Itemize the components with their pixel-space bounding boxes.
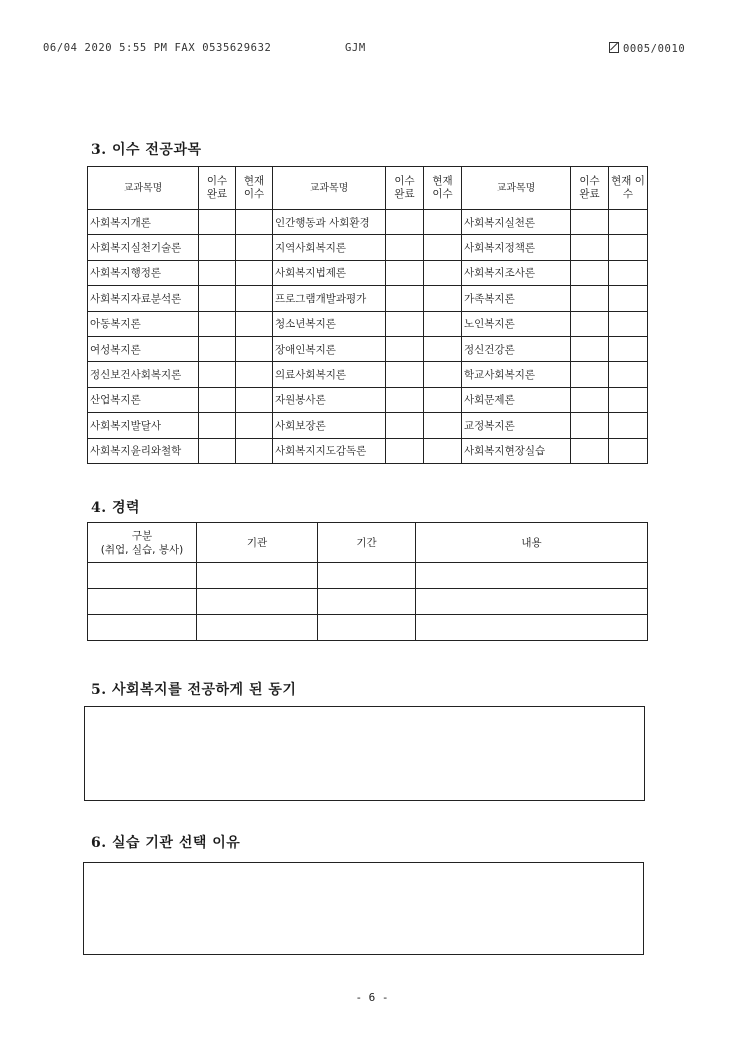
completed-checkbox-cell[interactable] (386, 336, 424, 361)
header-in-progress: 현재 이수 (609, 167, 648, 210)
course-name-cell: 사회보장론 (273, 413, 386, 438)
in-progress-checkbox-cell[interactable] (424, 438, 462, 463)
completed-checkbox-cell[interactable] (571, 362, 609, 387)
in-progress-checkbox-cell[interactable] (236, 235, 273, 260)
in-progress-checkbox-cell[interactable] (424, 235, 462, 260)
completed-checkbox-cell[interactable] (386, 235, 424, 260)
completed-checkbox-cell[interactable] (199, 260, 236, 285)
course-name-cell: 사회복지지도감독론 (273, 438, 386, 463)
course-name-cell: 사회복지윤리와철학 (88, 438, 199, 463)
completed-checkbox-cell[interactable] (199, 235, 236, 260)
header-course-name: 교과목명 (462, 167, 571, 210)
course-name-cell: 교정복지론 (462, 413, 571, 438)
career-table-body (88, 563, 648, 641)
in-progress-checkbox-cell[interactable] (424, 362, 462, 387)
header-completed: 이수 완료 (199, 167, 236, 210)
header-category-sub: (취업, 실습, 봉사) (100, 543, 184, 556)
in-progress-checkbox-cell[interactable] (609, 286, 648, 311)
course-name-cell: 사회복지발달사 (88, 413, 199, 438)
course-row (88, 387, 648, 412)
header-in-progress: 현재 이수 (424, 167, 462, 210)
courses-section-title: 3. 이수 전공과목 (91, 142, 202, 158)
in-progress-checkbox-cell[interactable] (236, 336, 273, 361)
course-row (88, 260, 648, 285)
course-row (88, 235, 648, 260)
placement-reason-text-box[interactable] (83, 862, 644, 955)
in-progress-checkbox-cell[interactable] (609, 413, 648, 438)
in-progress-checkbox-cell[interactable] (236, 362, 273, 387)
in-progress-checkbox-cell[interactable] (609, 210, 648, 235)
course-name-cell: 학교사회복지론 (462, 362, 571, 387)
career-section-title: 4. 경력 (91, 500, 141, 516)
header-category-label: 구분 (131, 529, 153, 542)
course-name-cell: 자원봉사론 (273, 387, 386, 412)
in-progress-checkbox-cell[interactable] (609, 235, 648, 260)
completed-checkbox-cell[interactable] (571, 438, 609, 463)
completed-checkbox-cell[interactable] (571, 286, 609, 311)
course-name-cell: 아동복지론 (88, 311, 199, 336)
in-progress-checkbox-cell[interactable] (236, 260, 273, 285)
course-name-cell: 노인복지론 (462, 311, 571, 336)
fax-header-left: 06/04 2020 5:55 PM FAX 0535629632 (43, 42, 272, 54)
completed-checkbox-cell[interactable] (386, 387, 424, 412)
course-name-cell: 사회복지법제론 (273, 260, 386, 285)
career-category-cell[interactable] (88, 563, 197, 589)
courses-header-row (88, 167, 648, 210)
fax-page-icon (609, 42, 619, 53)
fax-page-count: 0005/0010 (623, 43, 686, 55)
course-row (88, 413, 648, 438)
course-name-cell: 사회복지실천론 (462, 210, 571, 235)
completed-checkbox-cell[interactable] (571, 235, 609, 260)
career-institution-cell[interactable] (197, 563, 318, 589)
course-name-cell: 인간행동과 사회환경 (273, 210, 386, 235)
completed-checkbox-cell[interactable] (571, 260, 609, 285)
motivation-section-title: 5. 사회복지를 전공하게 된 동기 (91, 682, 297, 698)
in-progress-checkbox-cell[interactable] (236, 286, 273, 311)
course-name-cell: 정신보건사회복지론 (88, 362, 199, 387)
completed-checkbox-cell[interactable] (199, 362, 236, 387)
in-progress-checkbox-cell[interactable] (424, 336, 462, 361)
course-name-cell: 가족복지론 (462, 286, 571, 311)
career-row (88, 615, 648, 641)
completed-checkbox-cell[interactable] (386, 438, 424, 463)
completed-checkbox-cell[interactable] (199, 336, 236, 361)
header-course-name: 교과목명 (88, 167, 199, 210)
course-name-cell: 청소년복지론 (273, 311, 386, 336)
header-period: 기간 (318, 523, 416, 563)
completed-checkbox-cell[interactable] (199, 387, 236, 412)
in-progress-checkbox-cell[interactable] (609, 336, 648, 361)
in-progress-checkbox-cell[interactable] (236, 413, 273, 438)
course-row (88, 438, 648, 463)
in-progress-checkbox-cell[interactable] (236, 387, 273, 412)
course-name-cell: 사회복지자료분석론 (88, 286, 199, 311)
completed-checkbox-cell[interactable] (386, 286, 424, 311)
completed-checkbox-cell[interactable] (571, 210, 609, 235)
course-row (88, 311, 648, 336)
course-name-cell: 사회복지정책론 (462, 235, 571, 260)
course-row (88, 336, 648, 361)
career-content-cell[interactable] (416, 589, 648, 615)
in-progress-checkbox-cell[interactable] (609, 311, 648, 336)
career-row (88, 589, 648, 615)
courses-table-body (88, 210, 648, 464)
course-name-cell: 지역사회복지론 (273, 235, 386, 260)
course-row (88, 210, 648, 235)
fax-header-center: GJM (345, 42, 366, 54)
fax-header-right (609, 42, 685, 55)
in-progress-checkbox-cell[interactable] (424, 413, 462, 438)
header-institution: 기관 (197, 523, 318, 563)
career-period-cell[interactable] (318, 563, 416, 589)
completed-checkbox-cell[interactable] (199, 413, 236, 438)
header-content: 내용 (416, 523, 648, 563)
course-name-cell: 사회복지현장실습 (462, 438, 571, 463)
in-progress-checkbox-cell[interactable] (424, 311, 462, 336)
in-progress-checkbox-cell[interactable] (424, 210, 462, 235)
course-name-cell: 사회복지행정론 (88, 260, 199, 285)
completed-checkbox-cell[interactable] (571, 336, 609, 361)
completed-checkbox-cell[interactable] (199, 210, 236, 235)
header-completed: 이수 완료 (571, 167, 609, 210)
completed-checkbox-cell[interactable] (571, 387, 609, 412)
career-category-cell[interactable] (88, 615, 197, 641)
in-progress-checkbox-cell[interactable] (609, 438, 648, 463)
completed-checkbox-cell[interactable] (199, 438, 236, 463)
in-progress-checkbox-cell[interactable] (609, 362, 648, 387)
in-progress-checkbox-cell[interactable] (609, 260, 648, 285)
header-completed: 이수 완료 (386, 167, 424, 210)
completed-checkbox-cell[interactable] (386, 362, 424, 387)
in-progress-checkbox-cell[interactable] (236, 311, 273, 336)
course-name-cell: 프로그램개발과평가 (273, 286, 386, 311)
header-course-name: 교과목명 (273, 167, 386, 210)
header-in-progress: 현재 이수 (236, 167, 273, 210)
career-category-cell[interactable] (88, 589, 197, 615)
career-institution-cell[interactable] (197, 589, 318, 615)
career-content-cell[interactable] (416, 563, 648, 589)
completed-checkbox-cell[interactable] (571, 413, 609, 438)
career-institution-cell[interactable] (197, 615, 318, 641)
courses-table (87, 166, 648, 464)
course-name-cell: 사회복지조사론 (462, 260, 571, 285)
page-number: - 6 - (355, 991, 389, 1004)
course-name-cell: 의료사회복지론 (273, 362, 386, 387)
course-name-cell: 사회복지개론 (88, 210, 199, 235)
course-name-cell: 산업복지론 (88, 387, 199, 412)
in-progress-checkbox-cell[interactable] (609, 387, 648, 412)
in-progress-checkbox-cell[interactable] (236, 210, 273, 235)
course-name-cell: 장애인복지론 (273, 336, 386, 361)
in-progress-checkbox-cell[interactable] (424, 387, 462, 412)
completed-checkbox-cell[interactable] (199, 311, 236, 336)
career-row (88, 563, 648, 589)
completed-checkbox-cell[interactable] (386, 311, 424, 336)
course-row (88, 286, 648, 311)
course-row (88, 362, 648, 387)
completed-checkbox-cell[interactable] (386, 260, 424, 285)
completed-checkbox-cell[interactable] (571, 311, 609, 336)
course-name-cell: 사회복지실천기술론 (88, 235, 199, 260)
completed-checkbox-cell[interactable] (199, 286, 236, 311)
in-progress-checkbox-cell[interactable] (236, 438, 273, 463)
course-name-cell: 여성복지론 (88, 336, 199, 361)
course-name-cell: 정신건강론 (462, 336, 571, 361)
completed-checkbox-cell[interactable] (386, 413, 424, 438)
motivation-text-box[interactable] (84, 706, 645, 801)
career-table (87, 522, 648, 641)
in-progress-checkbox-cell[interactable] (424, 260, 462, 285)
course-name-cell: 사회문제론 (462, 387, 571, 412)
career-content-cell[interactable] (416, 615, 648, 641)
career-period-cell[interactable] (318, 615, 416, 641)
career-header-row (88, 523, 648, 563)
placement-section-title: 6. 실습 기관 선택 이유 (91, 835, 241, 851)
in-progress-checkbox-cell[interactable] (424, 286, 462, 311)
header-category (88, 523, 197, 563)
completed-checkbox-cell[interactable] (386, 210, 424, 235)
career-period-cell[interactable] (318, 589, 416, 615)
